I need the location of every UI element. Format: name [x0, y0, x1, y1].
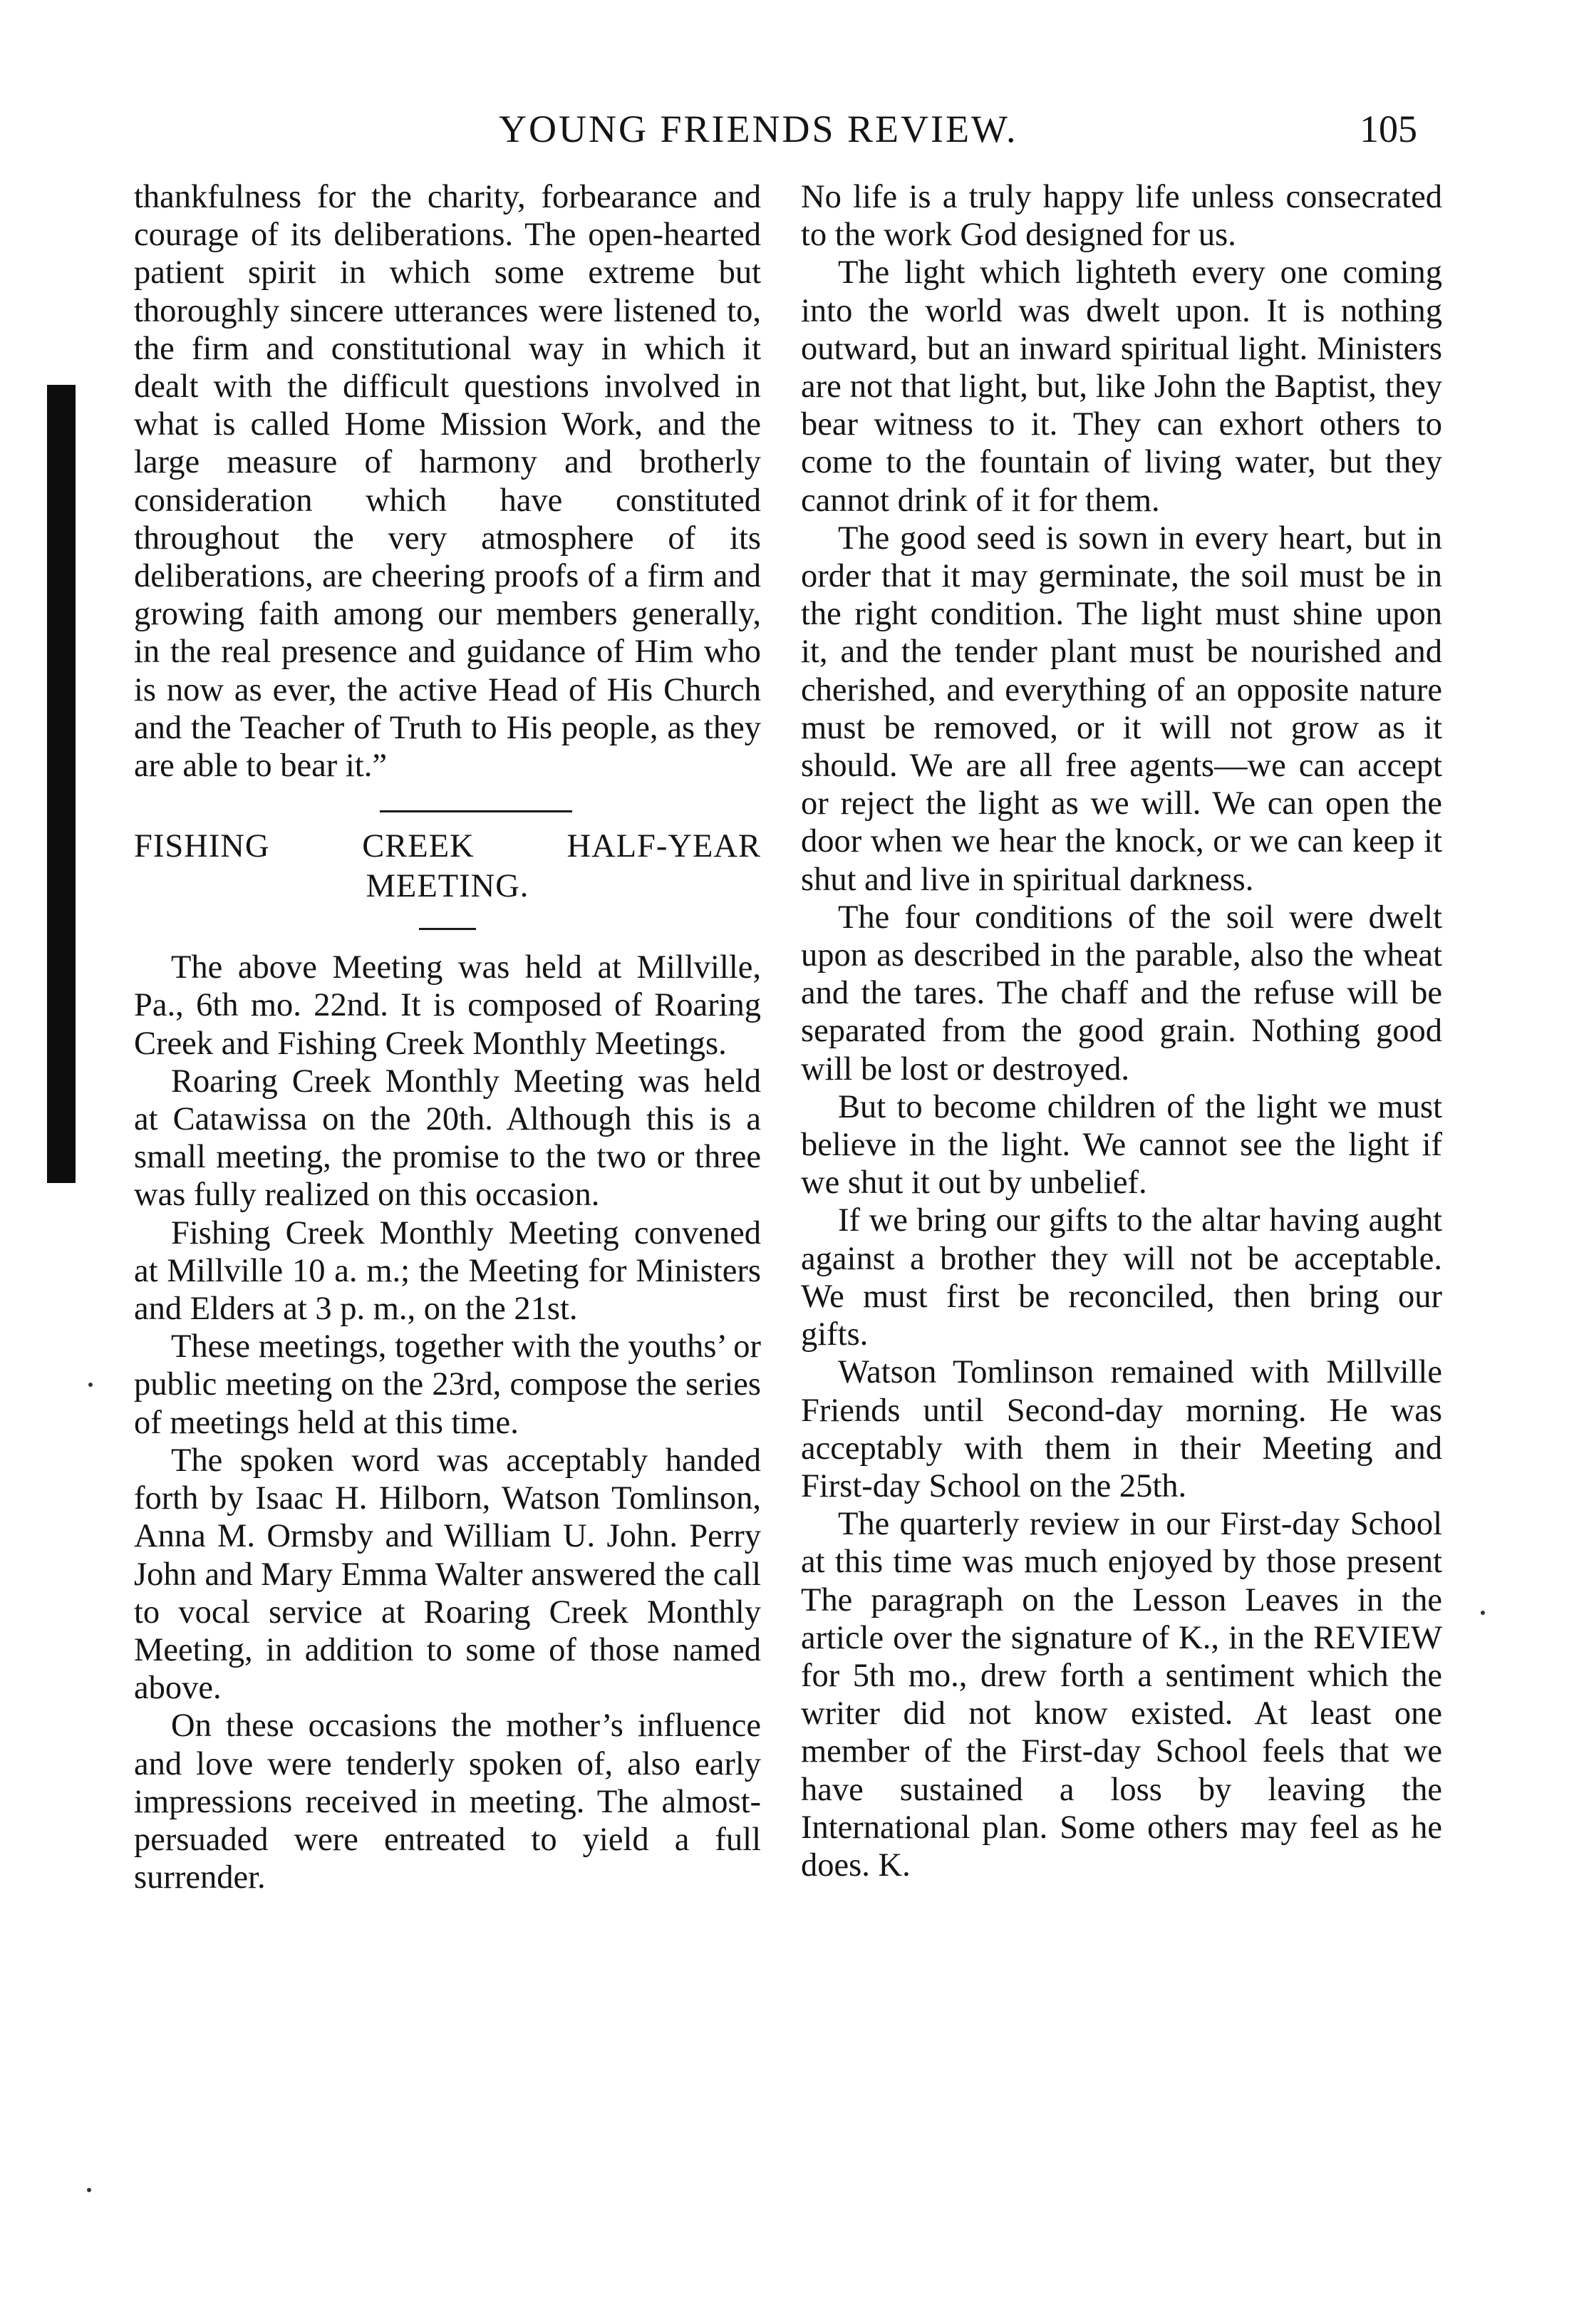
- right-column: [801, 178, 1442, 1884]
- paragraph: But to become children of the light we must believe in the light. We cannot see the light if we shut it out by unbelief.: [801, 1088, 1442, 1202]
- paragraph: The quarterly review in our First-day School at this time was much enjoyed by those present The paragraph on the Lesson Leaves in the article over the signature of K., in the REVIEW for 5th mo., drew forth a sentiment which the writer did not know existed. At least one member of the First-day School feels that we have sustained a loss by leaving the International plan. Some others may feel as he does. K.: [801, 1506, 1442, 1884]
- section-heading: FISHING CREEK HALF-YEAR: [134, 828, 761, 865]
- paragraph: Fishing Creek Monthly Meeting convened at Millville 10 a. m.; the Meeting for Ministers and Elders at 3 p. m., on the 21st.: [134, 1214, 761, 1328]
- scan-speck: [1481, 1611, 1485, 1615]
- left-column: [134, 178, 761, 1896]
- paragraph: The four conditions of the soil were dwelt upon as described in the parable, also the wheat and the tares. The chaff and the refuse will be separated from the good grain. Nothing good will be lost or destroyed.: [801, 899, 1442, 1088]
- paragraph: The above Meeting was held at Millville, Pa., 6th mo. 22nd. It is composed of Roaring Creek and Fishing Creek Monthly Meetings.: [134, 949, 761, 1062]
- paragraph: No life is a truly happy life unless consecrated to the work God designed for us.: [801, 179, 1442, 254]
- section-divider: [380, 810, 572, 812]
- heading-rule: [419, 928, 476, 930]
- paragraph: Watson Tomlinson remained with Millville Friends until Second-day morning. He was acceptably with them in their Meeting and First-day School on the 25th.: [801, 1354, 1442, 1504]
- paragraph: The light which lighteth every one coming into the world was dwelt upon. It is nothing outward, but an inward spiritual light. Ministers are not that light, but, like John the Baptist, they bear witness to it. They can exhort others to come to the fountain of living water, but they cannot drink of it for them.: [801, 254, 1442, 519]
- page-number: 105: [1360, 108, 1417, 150]
- paragraph: thankfulness for the charity, forbearance and courage of its deliberations. The open-hearted patient spirit in which some extreme but thoroughly sincere utterances were listened to, the firm and constitutional way in which it dealt with the difficult questions involved in what is called Home Mission Work, and the large measure of harmony and brotherly consideration which have constituted throughout the very atmosphere of its deliberations, are cheering proofs of a firm and growing faith among our members generally, in the real presence and guidance of Him who is now as ever, the active Head of His Church and the Teacher of Truth to His people, as they are able to bear it.”: [134, 179, 761, 785]
- scan-speck: [88, 1383, 93, 1387]
- paragraph: These meetings, together with the youths’ or public meeting on the 23rd, compose the series of meetings held at this time.: [134, 1328, 761, 1441]
- running-title: YOUNG FRIENDS REVIEW.: [499, 108, 1018, 150]
- paragraph: The spoken word was acceptably handed forth by Isaac H. Hilborn, Watson Tomlinson, Anna M. Ormsby and William U. John. Perry John and Mary Emma Walter answered the call to vocal service at Roaring Creek Monthly Meeting, in addition to some of those named above.: [134, 1442, 761, 1707]
- page-header: [0, 107, 1579, 164]
- margin-scan-mark: [47, 385, 76, 1183]
- paragraph: On these occasions the mother’s influence and love were tenderly spoken of, also early impressions received in meeting. The almost-persuaded were entreated to yield a full surrender.: [134, 1708, 761, 1896]
- paragraph: The good seed is sown in every heart, but in order that it may germinate, the soil must be in the right condition. The light must shine upon it, and the tender plant must be nourished and cherished, and everything of an opposite nature must be removed, or it will not grow as it should. We are all free agents—we can accept or reject the light as we will. We can open the door when we hear the knock, or we can keep it shut and live in spiritual darkness.: [801, 520, 1442, 898]
- paragraph: Roaring Creek Monthly Meeting was held at Catawissa on the 20th. Although this is a small meeting, the promise to the two or three was fully realized on this occasion.: [134, 1063, 761, 1214]
- scan-speck: [87, 2188, 91, 2192]
- paragraph: If we bring our gifts to the altar having aught against a brother they will not be acceptable. We must first be reconciled, then bring our gifts.: [801, 1202, 1442, 1353]
- section-heading: MEETING.: [366, 868, 529, 905]
